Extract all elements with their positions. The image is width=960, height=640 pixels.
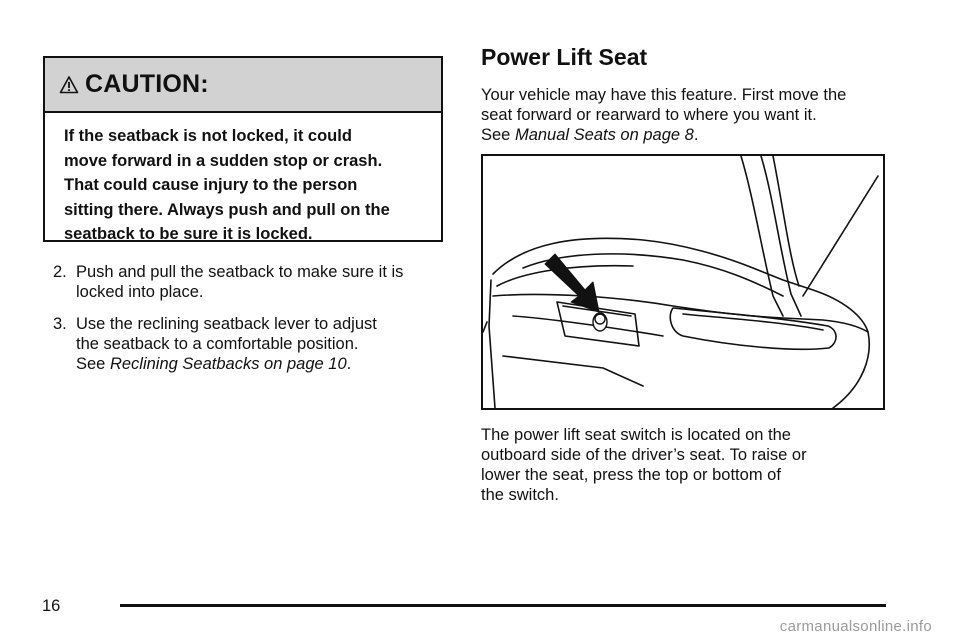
body-line: lower the seat, press the top or bottom of (481, 466, 781, 484)
intro-see-line (481, 125, 891, 145)
caution-box (43, 56, 443, 242)
caution-line: If the seatback is not locked, it could (64, 127, 352, 145)
see-suffix: . (693, 126, 699, 144)
seat-drawing (483, 156, 883, 408)
cross-reference-link[interactable]: Manual Seats on page 8 (514, 126, 694, 144)
step-item (53, 314, 453, 374)
step-line: the seatback to a comfortable position. (76, 335, 359, 353)
intro-line: Your vehicle may have this feature. First move the (481, 86, 847, 104)
intro-line: seat forward or rearward to where you want it. (481, 106, 817, 124)
section-intro (481, 85, 891, 145)
caution-line: That could cause injury to the person (64, 176, 358, 194)
step-number: 2. (53, 263, 67, 281)
body-line: outboard side of the driver’s seat. To raise or (481, 446, 807, 464)
section-body (481, 425, 881, 505)
step-see-line (76, 354, 453, 374)
see-prefix: See (481, 126, 515, 144)
section-title: Power Lift Seat (481, 44, 648, 70)
see-suffix: . (346, 355, 352, 373)
step-number: 3. (53, 315, 67, 333)
steps-list (53, 262, 453, 386)
seat-switch-illustration (481, 154, 885, 410)
caution-title: CAUTION: (85, 70, 209, 98)
page-number: 16 (42, 597, 61, 615)
body-line: the switch. (481, 486, 559, 504)
caution-header (45, 58, 441, 113)
body-line: The power lift seat switch is located on the (481, 426, 791, 444)
step-line: Use the reclining seatback lever to adjust (76, 315, 377, 333)
caution-text (45, 113, 441, 247)
footer-rule (120, 604, 886, 607)
step-line: locked into place. (76, 283, 204, 301)
caution-line: move forward in a sudden stop or crash. (64, 151, 383, 170)
see-prefix: See (76, 355, 110, 373)
caution-line: seatback to be sure it is locked. (64, 225, 313, 243)
step-item (53, 262, 453, 302)
cross-reference-link[interactable]: Reclining Seatbacks on page 10 (109, 355, 347, 373)
warning-triangle-icon (59, 75, 79, 95)
watermark: carmanualsonline.info (779, 618, 932, 635)
step-line: Push and pull the seatback to make sure it is (76, 263, 404, 281)
caution-line: sitting there. Always push and pull on the (64, 200, 390, 219)
